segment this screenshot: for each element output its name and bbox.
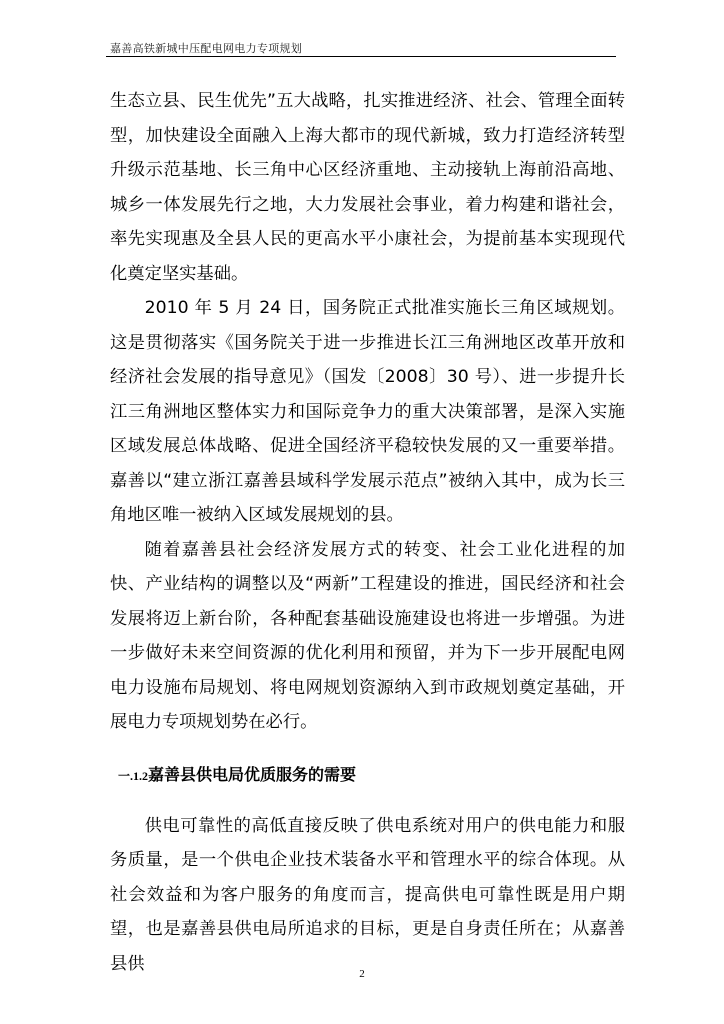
header-divider <box>106 56 616 57</box>
paragraph-reliability: 供电可靠性的高低直接反映了供电系统对用户的供电能力和服务质量，是一个供电企业技术装备水平和管理水平的综合体现。从社会效益和为客户服务的角度而言，提高供电可靠性既是用户期望，也是嘉善县供电局所追求的目标，更是自身责任所在；从嘉善县供 <box>110 815 625 974</box>
document-body <box>110 84 625 981</box>
page-number: 2 <box>359 968 365 980</box>
section-number: 一.1.2 <box>118 768 149 783</box>
paragraph-planning-necessity: 随着嘉善县社会经济发展方式的转变、社会工业化进程的加快、产业结构的调整以及“两新”工程建设的推进，国民经济和社会发展将迈上新台阶，各种配套基础设施建设也将进一步增强。为进一步做好未来空间资源的优化利用和预留，并为下一步开展配电网电力设施布局规划、将电网规划资源纳入到市政规划奠定基础，开展电力专项规划势在必行。 <box>110 539 625 732</box>
section-title: 嘉善县供电局优质服务的需要 <box>148 764 357 784</box>
page-header-title: 嘉善高铁新城中压配电网电力专项规划 <box>110 42 303 55</box>
paragraph-yangtze-plan: 2010 年 5 月 24 日，国务院正式批准实施长三角区域规划。这是贯彻落实《国务院关于进一步推进长江三角洲地区改革开放和经济社会发展的指导意见》（国发〔2008〕30 号）、进一步提升长江三角洲地区整体实力和国际竞争力的重大决策部署，是深入实施区域发展总体战略、促进全国经济平稳较快发展的又一重要举措。嘉善以“建立浙江嘉善县域科学发展示范点”被纳入其中，成为长三角地区唯一被纳入区域发展规划的县。 <box>110 298 625 525</box>
paragraph-continued: 生态立县、民生优先”五大战略，扎实推进经济、社会、管理全面转型，加快建设全面融入上海大都市的现代新城，致力打造经济转型升级示范基地、长三角中心区经济重地、主动接轨上海前沿高地、城乡一体发展先行之地，大力发展社会事业，着力构建和谐社会，率先实现惠及全县人民的更高水平小康社会，为提前基本实现现代化奠定坚实基础。 <box>110 91 625 284</box>
section-heading <box>118 760 625 791</box>
